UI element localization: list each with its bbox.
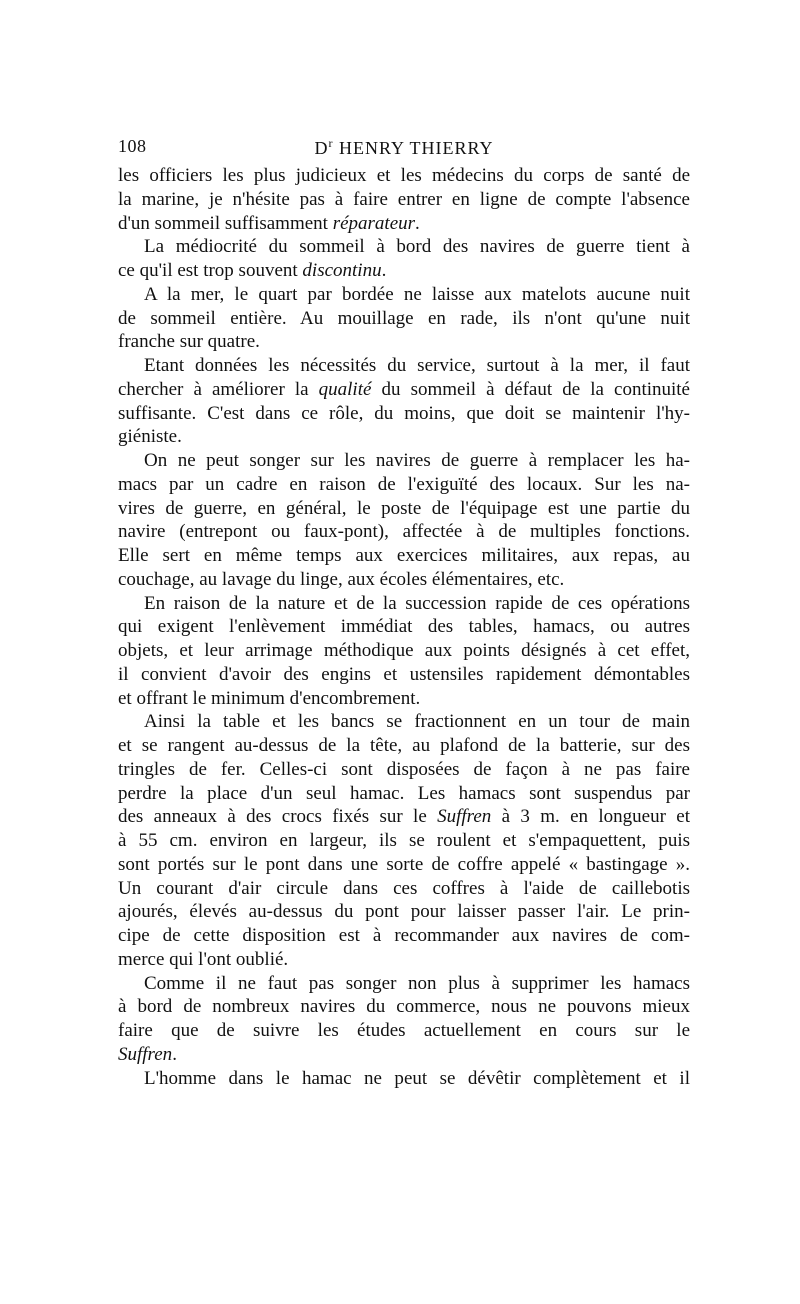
text-line: ajourés, élevés au-dessus du pont pour laisser passer l'air. Le prin- bbox=[118, 901, 690, 923]
text-line: La médiocrité du sommeil à bord des navires de guerre tient à bbox=[144, 236, 690, 258]
text-line: et offrant le minimum d'encombrement. bbox=[118, 687, 421, 709]
text-line: tringles de fer. Celles-ci sont disposées de façon à ne pas faire bbox=[118, 758, 690, 780]
author-prefix: D bbox=[314, 138, 329, 158]
author-name: HENRY THIERRY bbox=[333, 138, 494, 158]
book-page bbox=[118, 132, 690, 1090]
text-line: qui exigent l'enlèvement immédiat des tables, hamacs, ou autres bbox=[118, 616, 690, 638]
page-number: 108 bbox=[118, 136, 147, 156]
text-line: navire (entrepont ou faux-pont), affectée à de multiples fonctions. bbox=[118, 521, 690, 543]
running-head bbox=[118, 132, 690, 162]
text-line: à bord de nombreux navires du commerce, nous ne pouvons mieux bbox=[118, 996, 690, 1018]
text-line: merce qui l'ont oublié. bbox=[118, 948, 289, 970]
text-line: couchage, au lavage du linge, aux écoles élémentaires, etc. bbox=[118, 568, 565, 590]
text-line: Etant données les nécessités du service, surtout à la mer, il faut bbox=[144, 355, 690, 376]
text-line: d'un sommeil suffisamment réparateur. bbox=[118, 212, 420, 234]
text-line: objets, et leur arrimage méthodique aux points désignés à cet effet, bbox=[118, 640, 690, 661]
text-line: cipe de cette disposition est à recommander aux navires de com- bbox=[118, 925, 690, 946]
text-line: perdre la place d'un seul hamac. Les hamacs sont suspendus par bbox=[118, 782, 690, 804]
text-line: à 55 cm. environ en largeur, ils se roulent et s'empaquettent, puis bbox=[118, 830, 690, 851]
running-title bbox=[118, 136, 690, 159]
body-text bbox=[118, 164, 690, 1090]
text-line: On ne peut songer sur les navires de guerre à remplacer les ha- bbox=[144, 450, 690, 471]
text-line: giéniste. bbox=[118, 426, 182, 448]
text-line: et se rangent au-dessus de la tête, au plafond de la batterie, sur des bbox=[118, 735, 690, 756]
text-line: la marine, je n'hésite pas à faire entrer en ligne de compte l'absence bbox=[118, 188, 690, 210]
text-line: Elle sert en même temps aux exercices militaires, aux repas, au bbox=[118, 545, 690, 566]
text-line: vires de guerre, en général, le poste de l'équipage est une partie du bbox=[118, 497, 690, 519]
text-line: L'homme dans le hamac ne peut se dévêtir complètement et il bbox=[144, 1067, 690, 1089]
text-line: de sommeil entière. Au mouillage en rade, ils n'ont qu'une nuit bbox=[118, 307, 690, 329]
text-line: franche sur quatre. bbox=[118, 331, 260, 353]
text-line: il convient d'avoir des engins et ustensiles rapidement démontables bbox=[118, 663, 690, 685]
text-line: sont portés sur le pont dans une sorte de coffre appelé « bastingage ». bbox=[118, 853, 690, 875]
text-line: Ainsi la table et les bancs se fractionnent en un tour de main bbox=[144, 711, 690, 733]
text-line: Comme il ne faut pas songer non plus à supprimer les hamacs bbox=[144, 972, 690, 994]
text-line: des anneaux à des crocs fixés sur le Suffren à 3 m. en longueur et bbox=[118, 806, 690, 828]
text-line: les officiers les plus judicieux et les médecins du corps de santé de bbox=[118, 165, 690, 186]
text-line: ce qu'il est trop souvent discontinu. bbox=[118, 260, 387, 281]
text-line: Suffren. bbox=[118, 1043, 177, 1065]
text-line: En raison de la nature et de la succession rapide de ces opérations bbox=[144, 592, 690, 614]
author-prefix-superscript: r bbox=[328, 136, 334, 150]
text-line: macs par un cadre en raison de l'exiguïté des locaux. Sur les na- bbox=[118, 473, 690, 495]
text-line: chercher à améliorer la qualité du sommeil à défaut de la continuité bbox=[118, 378, 690, 400]
text-line: Un courant d'air circule dans ces coffres à l'aide de caillebotis bbox=[118, 877, 690, 899]
text-line: A la mer, le quart par bordée ne laisse aux matelots aucune nuit bbox=[144, 283, 690, 305]
text-line: suffisante. C'est dans ce rôle, du moins, que doit se maintenir l'hy- bbox=[118, 402, 690, 424]
text-line: faire que de suivre les études actuellement en cours sur le bbox=[118, 1020, 690, 1041]
